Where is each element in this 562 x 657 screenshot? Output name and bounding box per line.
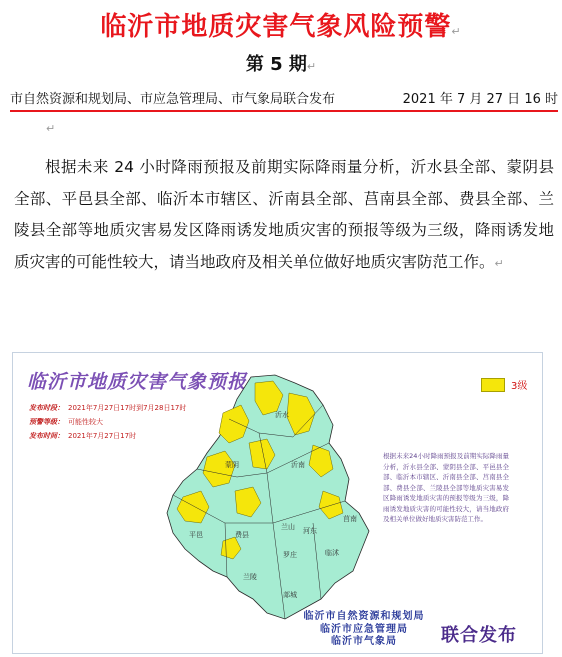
body-paragraph-text: 根据未来 24 小时降雨预报及前期实际降雨量分析，沂水县全部、蒙阴县全部、平邑县全部、临沂本市辖区、沂南县全部、莒南县全部、费县全部、兰陵县全部等地质灾害易发区降雨诱发地质灾害的预报等级为三级，降雨诱发地质灾害的可能性较大，请当地政府及相关单位做好地质灾害防范工作。 <box>14 158 554 271</box>
issue-date: 2021 年 7 月 27 日 16 时 <box>402 92 558 107</box>
map-info-time <box>29 431 136 441</box>
linyi-region-map <box>163 373 383 623</box>
place-label: 沂水 <box>275 412 289 419</box>
place-label: 莒南 <box>343 516 357 523</box>
map-description: 根据未来24小时降雨预报及前期实际降雨量分析，沂水县全部、蒙阴县全部、平邑县全部、临沂本市辖区、沂南县全部、莒南县全部、费县全部、兰陵县全部等地质灾害易发区降雨诱发地质灾害的预报等级为三级，降雨诱发地质灾害的可能性较大，请当地政府及相关单位做好地质灾害防范工作。 <box>383 452 509 523</box>
body-text <box>14 152 554 279</box>
place-label: 罗庄 <box>283 552 297 559</box>
place-label: 河东 <box>303 528 317 535</box>
paragraph-mark-icon: ↵ <box>306 60 317 73</box>
place-label: 兰山 <box>281 524 295 531</box>
document-title <box>0 6 562 43</box>
body-paragraph <box>14 152 554 279</box>
map-issuer-line: 临沂市应急管理局 <box>320 623 408 635</box>
map-info-value: 可能性较大 <box>68 418 103 426</box>
document-title-text: 临沂市地质灾害气象风险预警 <box>100 12 452 42</box>
joint-release-label: 联合发布 <box>441 625 517 646</box>
place-label: 郯城 <box>283 592 297 599</box>
issuer-line <box>10 88 558 107</box>
place-label: 临沭 <box>325 550 339 557</box>
map-issuers <box>291 611 437 649</box>
issue-number-text: 第 5 期 <box>245 54 307 75</box>
place-label: 费县 <box>235 532 249 539</box>
paragraph-mark-icon: ↵ <box>451 25 462 38</box>
map-info-level <box>29 417 103 427</box>
map-info-key: 预警等级： <box>29 418 64 426</box>
map-info-key: 发布时段： <box>29 404 64 412</box>
place-label: 平邑 <box>189 532 203 539</box>
issuer-text: 市自然资源和规划局、市应急管理局、市气象局联合发布 <box>10 92 336 107</box>
map-issuer-line: 临沂市自然资源和规划局 <box>303 611 425 622</box>
paragraph-mark-icon: ↵ <box>46 122 56 135</box>
place-label: 兰陵 <box>243 574 257 581</box>
issue-number <box>0 50 562 76</box>
place-label: 蒙阴 <box>225 462 239 469</box>
place-label: 沂南 <box>291 462 305 469</box>
map-title: 临沂市地质灾害气象预报 <box>27 371 248 393</box>
legend-swatch-level3 <box>481 378 505 392</box>
map-issuer-line: 临沂市气象局 <box>331 636 397 647</box>
map-info-value: 2021年7月27日17时 <box>68 432 137 440</box>
map-info-key: 发布时间： <box>29 432 64 440</box>
warning-map-image <box>12 352 543 654</box>
paragraph-mark-icon: ↵ <box>494 256 504 270</box>
red-divider <box>10 110 558 112</box>
map-info-value: 2021年7月27日17时到7月28日17时 <box>68 404 187 412</box>
legend-label: 3级 <box>511 381 528 392</box>
